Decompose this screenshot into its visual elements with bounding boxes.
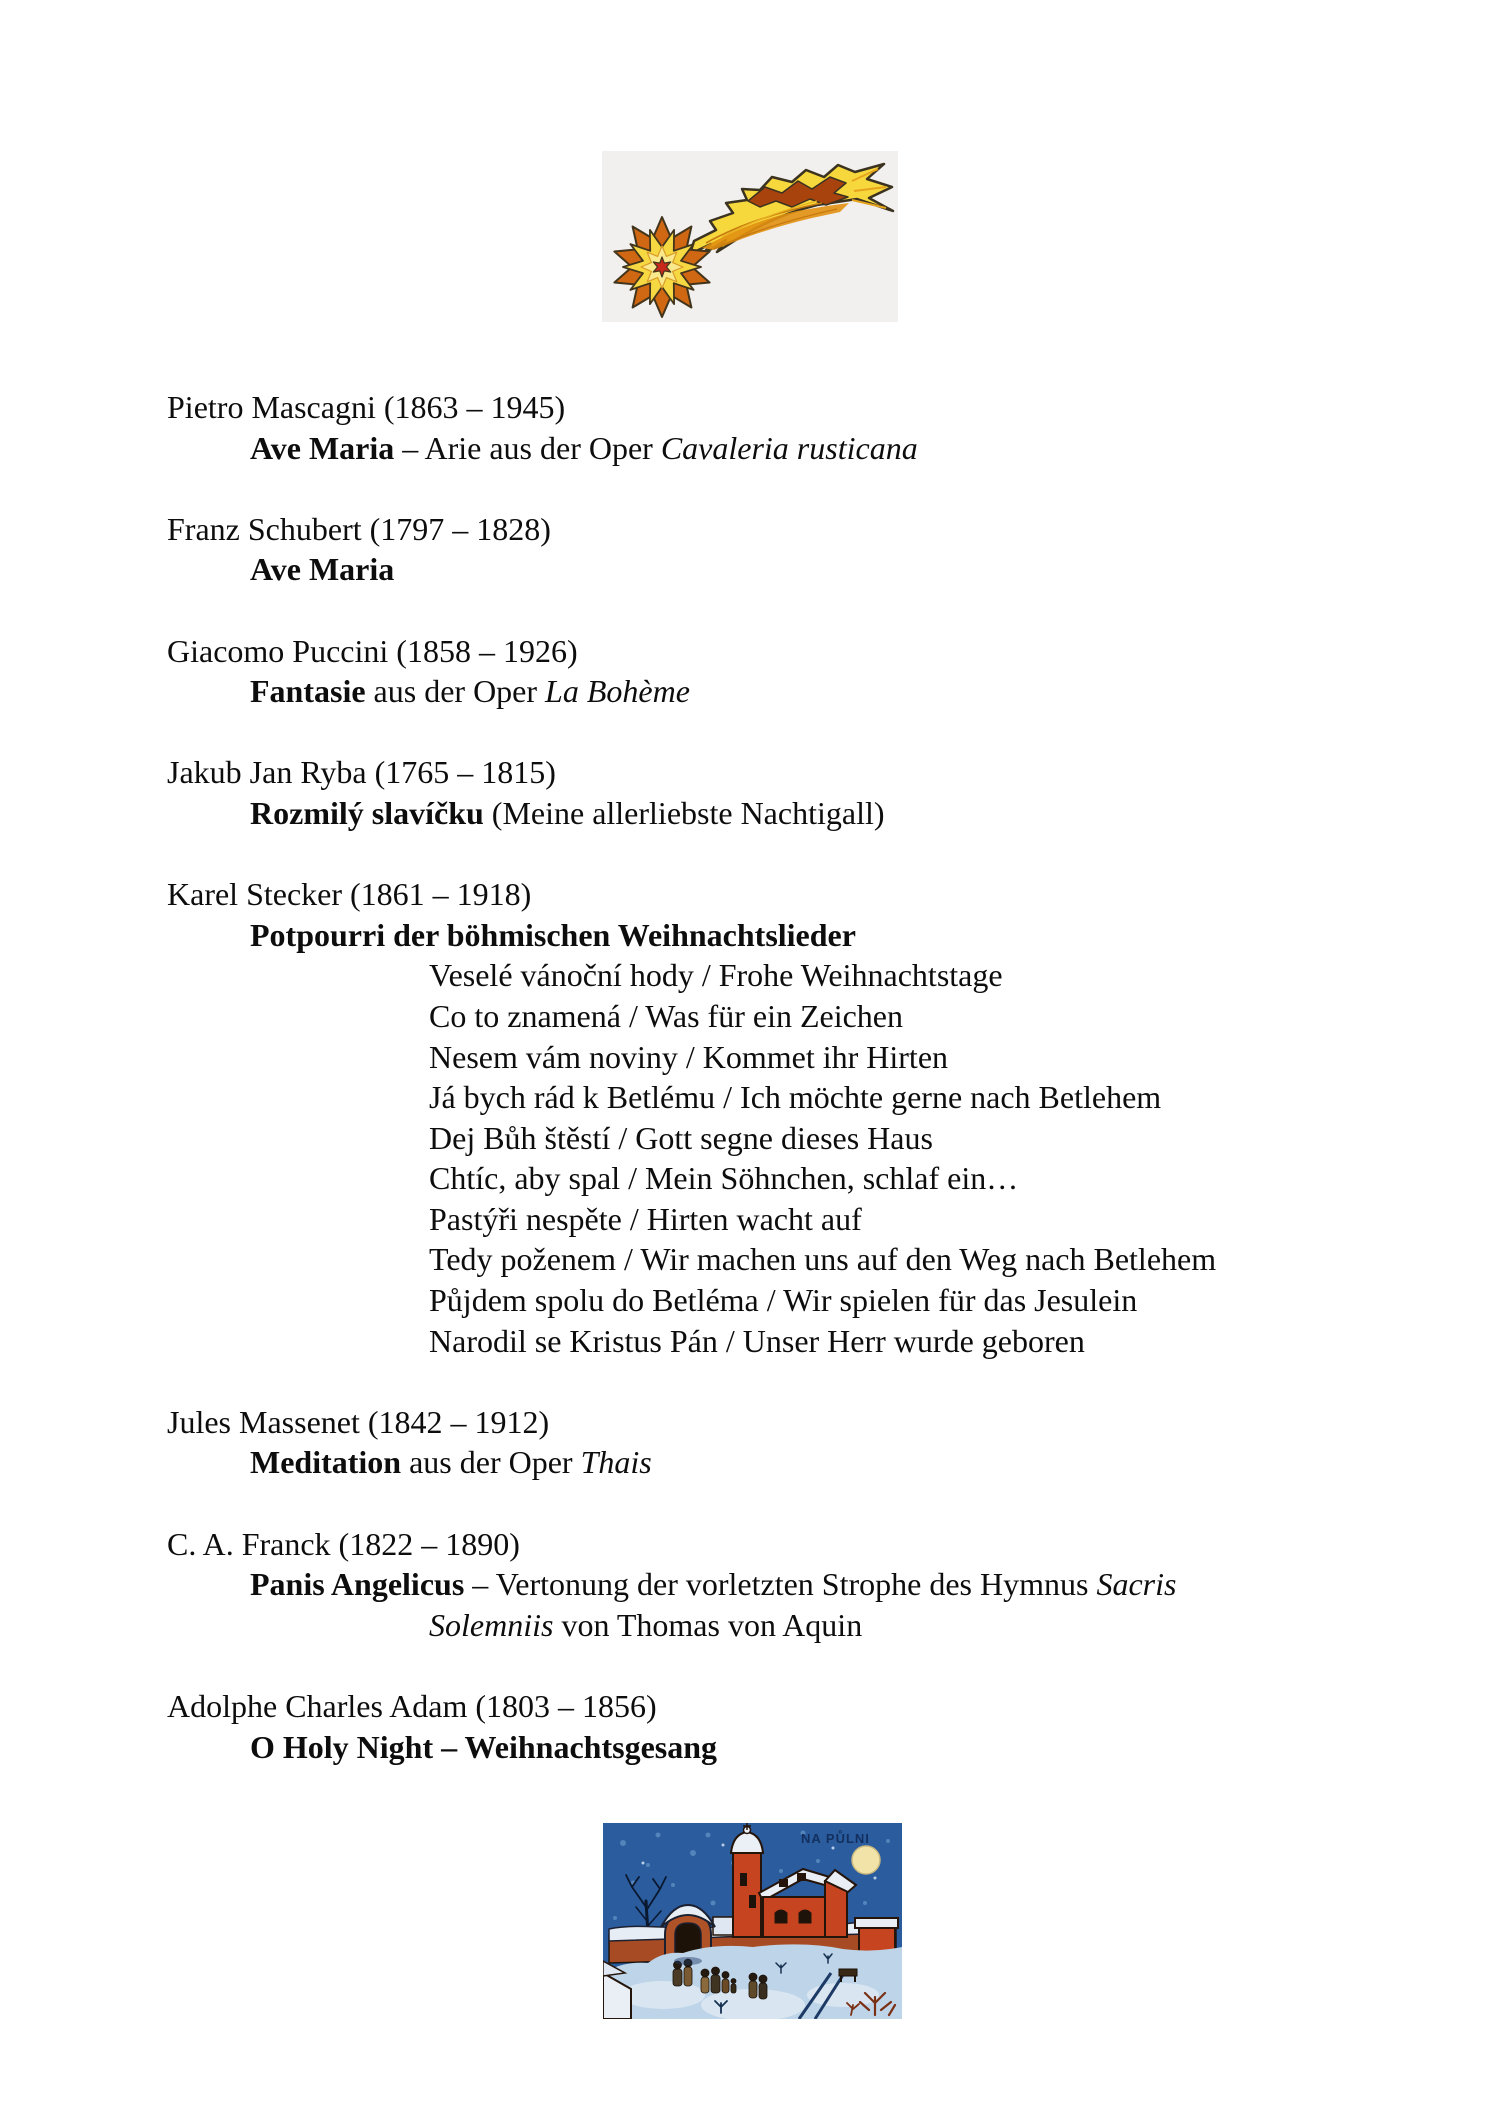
composer-line: Franz Schubert (1797 – 1828) (167, 510, 551, 547)
nave-window-1 (775, 1910, 787, 1923)
sub-item-line (167, 1077, 1387, 1118)
piece-line (167, 671, 1387, 712)
text-segment: von Thomas von Aquin (553, 1606, 863, 1643)
text-segment: Dej Bůh štěstí / Gott segne dieses Haus (429, 1119, 933, 1156)
text-segment: Veselé vánoční hody / Frohe Weihnachtstage (429, 957, 1003, 994)
text-segment: Sacris (1096, 1566, 1177, 1603)
winter-image-caption: NA PŮLNI (801, 1831, 870, 1846)
sub-item-line (167, 1118, 1387, 1159)
sub-item-line (167, 1037, 1387, 1078)
text-segment: Chtíc, aby spal / Mein Söhnchen, schlaf ein… (429, 1160, 1019, 1197)
nave-window-2 (799, 1910, 811, 1923)
text-segment: O Holy Night – Weihnachtsgesang (250, 1728, 718, 1765)
text-segment: Ave Maria (250, 429, 395, 466)
text-segment: – Arie aus der Oper (394, 429, 661, 466)
sub-item-line (167, 1158, 1387, 1199)
text-segment: Co to znamená / Was für ein Zeichen (429, 997, 903, 1034)
text-segment: Cavaleria rusticana (660, 429, 918, 466)
comet-illustration (602, 151, 898, 322)
piece-line (167, 428, 1387, 469)
piece-line (167, 793, 1387, 834)
text-segment: Thais (580, 1444, 652, 1481)
text-segment: (Meine allerliebste Nachtigall) (483, 794, 885, 831)
sub-item-line (167, 955, 1387, 996)
text-segment: Pastýři nespěte / Hirten wacht auf (429, 1200, 862, 1237)
concert-program (167, 387, 1387, 1808)
moon (852, 1846, 880, 1874)
tower-window-1 (740, 1873, 747, 1886)
comet-drawing (602, 151, 898, 322)
composer-line: Jules Massenet (1842 – 1912) (167, 1403, 550, 1440)
text-segment: aus der Oper (365, 673, 546, 710)
text-segment: Tedy poženem / Wir machen uns auf den Weg nach Betlehem (429, 1241, 1217, 1278)
text-segment: La Bohème (545, 673, 690, 710)
program-entry (167, 387, 1387, 468)
gate-shadow (674, 1957, 702, 1965)
text-segment: Panis Angelicus (250, 1566, 465, 1603)
nave-wall (763, 1897, 827, 1937)
program-entry (167, 1402, 1387, 1483)
text-segment: Půjdem spolu do Betléma / Wir spielen für das Jesulein (429, 1282, 1138, 1319)
sub-item-line (167, 1239, 1387, 1280)
piece-line (167, 915, 1387, 956)
sub-item-line (167, 996, 1387, 1037)
program-entry (167, 874, 1387, 1361)
piece-line (167, 549, 1387, 590)
roof-dormer-2 (797, 1873, 806, 1881)
sub-item-line (167, 1280, 1387, 1321)
program-entry (167, 509, 1387, 590)
tower-window-2 (749, 1895, 756, 1908)
piece-line (167, 1442, 1387, 1483)
program-entry (167, 631, 1387, 712)
piece-line (167, 1727, 1387, 1768)
sub-item-line (167, 1199, 1387, 1240)
program-entry (167, 1524, 1387, 1646)
piece-line (167, 1564, 1387, 1605)
text-segment: – Vertonung der vorletzten Strophe des Hymnus (464, 1566, 1097, 1603)
text-segment: Rozmilý slavíčku (250, 794, 484, 831)
sub-item-line (167, 1321, 1387, 1362)
sub-item-line (167, 1605, 1387, 1646)
winter-church-illustration (603, 1823, 902, 2019)
program-entry (167, 752, 1387, 833)
composer-line: Jakub Jan Ryba (1765 – 1815) (167, 754, 556, 791)
roof-dormer-1 (779, 1879, 788, 1887)
text-segment: Solemniis (429, 1606, 554, 1643)
composer-line: Giacomo Puccini (1858 – 1926) (167, 632, 578, 669)
composer-line: Karel Stecker (1861 – 1918) (167, 876, 532, 913)
text-segment: Nesem vám noviny / Kommet ihr Hirten (429, 1038, 949, 1075)
text-segment: aus der Oper (401, 1444, 581, 1481)
white-outbuilding (713, 1917, 733, 1935)
program-entry (167, 1686, 1387, 1767)
text-segment: Meditation (250, 1444, 402, 1481)
church-tower (733, 1851, 761, 1937)
annex-snow-roof (855, 1918, 898, 1928)
text-segment: Narodil se Kristus Pán / Unser Herr wurde geboren (429, 1322, 1085, 1359)
composer-line: Pietro Mascagni (1863 – 1945) (167, 389, 566, 425)
composer-line: C. A. Franck (1822 – 1890) (167, 1525, 520, 1562)
text-segment: Potpourri der böhmischen Weihnachtslieder (250, 916, 856, 953)
text-segment: Ave Maria (250, 551, 395, 588)
winter-drawing (603, 1823, 902, 2019)
text-segment: Fantasie (250, 673, 366, 710)
text-segment: Já bych rád k Betlému / Ich möchte gerne nach Betlehem (429, 1079, 1162, 1116)
composer-line: Adolphe Charles Adam (1803 – 1856) (167, 1688, 657, 1724)
